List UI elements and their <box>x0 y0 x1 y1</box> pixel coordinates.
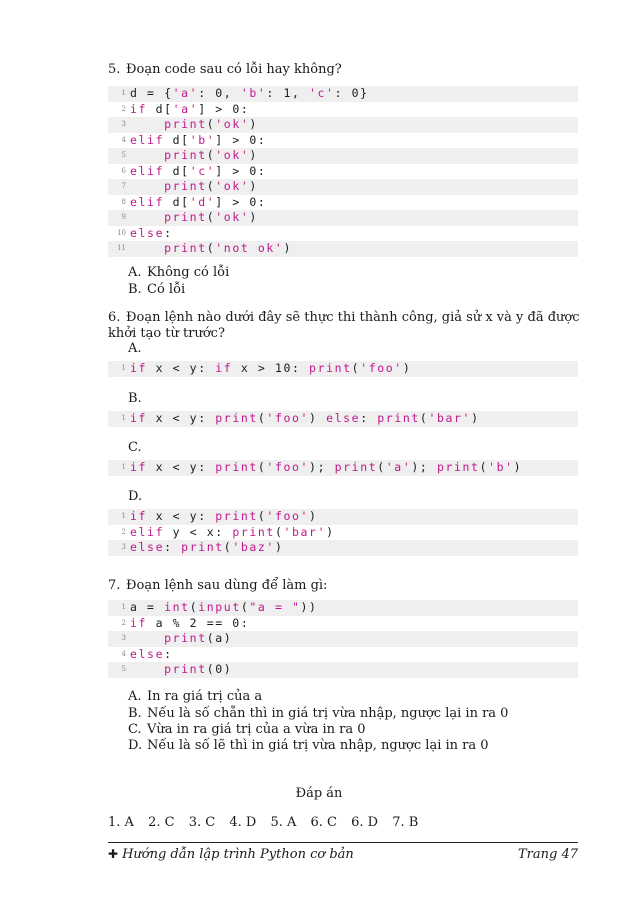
option-label: B. <box>128 706 142 721</box>
answer-item: 2. C <box>148 815 175 830</box>
option-text: Vừa in ra giá trị của a vừa in ra 0 <box>147 722 366 737</box>
question-6 <box>108 310 588 342</box>
footer-divider <box>108 842 578 843</box>
code-line: 5 print('ok') <box>108 148 578 164</box>
question-7 <box>108 578 327 594</box>
code-block-q6c <box>108 460 578 476</box>
code-line: 6 elif d['c'] > 0: <box>121 163 267 178</box>
option-label: D. <box>128 738 143 753</box>
answer-item: 4. D <box>229 815 257 830</box>
code-block-q5 <box>108 86 578 257</box>
question-text: Đoạn code sau có lỗi hay không? <box>126 62 342 77</box>
code-line: 1 if x < y: print('foo') else: print('bar') <box>108 411 578 427</box>
question-number: 7. <box>108 578 121 593</box>
code-line: 3 print('ok') <box>108 117 578 133</box>
code-line: 2 elif y < x: print('bar') <box>121 524 335 539</box>
code-line: 4 else: <box>121 646 173 661</box>
code-line: 9 print('ok') <box>108 210 578 226</box>
q6-label-b: B. <box>128 391 142 406</box>
code-line: 1 d = {'a': 0, 'b': 1, 'c': 0} <box>108 86 578 102</box>
q5-option-a <box>128 265 229 281</box>
q6-label-a: A. <box>128 341 142 356</box>
option-text: In ra giá trị của a <box>147 689 263 704</box>
code-line: 2 if a % 2 == 0: <box>121 615 250 630</box>
q7-option-b <box>128 706 508 722</box>
footer-title <box>108 847 354 862</box>
code-line: 7 print('ok') <box>108 179 578 195</box>
question-number: 6. <box>108 310 121 325</box>
answers-heading: Đáp án <box>295 786 343 801</box>
q6-label-d: D. <box>128 489 143 504</box>
answer-item: 1. A <box>108 815 134 830</box>
option-label: A. <box>128 689 142 704</box>
option-label: C. <box>128 722 142 737</box>
code-line: 3 else: print('baz') <box>108 540 578 556</box>
code-line: 3 print(a) <box>108 631 578 647</box>
footer-book-title: Hướng dẫn lập trình Python cơ bản <box>122 847 354 862</box>
q7-option-a <box>128 689 262 705</box>
option-text: Có lỗi <box>147 282 186 297</box>
q6-label-c: C. <box>128 440 142 455</box>
option-text: Nếu là số chẵn thì in giá trị vừa nhập, ngược lại in ra 0 <box>147 706 509 721</box>
code-line: 1 a = int(input("a = ")) <box>108 600 578 616</box>
answer-item: 7. B <box>392 815 419 830</box>
code-line: 1 if x < y: print('foo'); print('a'); print('b') <box>108 460 578 476</box>
q7-option-c <box>128 722 366 738</box>
answer-item: 6. C <box>310 815 337 830</box>
question-5 <box>108 62 342 78</box>
question-text: Đoạn lệnh nào dưới đây sẽ thực thi thành công, giả sử x và y đã được khởi tạo từ trước? <box>108 310 580 341</box>
code-line: 11 print('not ok') <box>108 241 578 257</box>
code-line: 1 if x < y: print('foo') <box>108 509 578 525</box>
option-text: Không có lỗi <box>147 265 230 280</box>
code-block-q6a <box>108 361 578 377</box>
code-line: 1 if x < y: if x > 10: print('foo') <box>108 361 578 377</box>
code-block-q6b <box>108 411 578 427</box>
code-line: 5 print(0) <box>108 662 578 678</box>
code-block-q6d <box>108 509 578 556</box>
cross-icon: ✚ <box>108 847 119 861</box>
answer-key <box>108 815 428 830</box>
code-line: 4 elif d['b'] > 0: <box>121 132 267 147</box>
question-text: Đoạn lệnh sau dùng để làm gì: <box>126 578 328 593</box>
answer-item: 3. C <box>188 815 216 830</box>
code-line: 10 else: <box>117 225 173 240</box>
answer-item: 6. D <box>351 815 379 830</box>
code-line: 2 if d['a'] > 0: <box>121 101 250 116</box>
code-line: 8 elif d['d'] > 0: <box>121 194 267 209</box>
question-number: 5. <box>108 62 121 77</box>
code-block-q7 <box>108 600 578 678</box>
q5-option-b <box>128 282 185 298</box>
option-text: Nếu là số lẽ thì in giá trị vừa nhập, ngược lại in ra 0 <box>147 738 489 753</box>
option-label: A. <box>128 265 142 280</box>
page-number: Trang 47 <box>517 847 578 862</box>
option-label: B. <box>128 282 142 297</box>
q7-option-d <box>128 738 489 754</box>
answer-item: 5. A <box>270 815 297 830</box>
